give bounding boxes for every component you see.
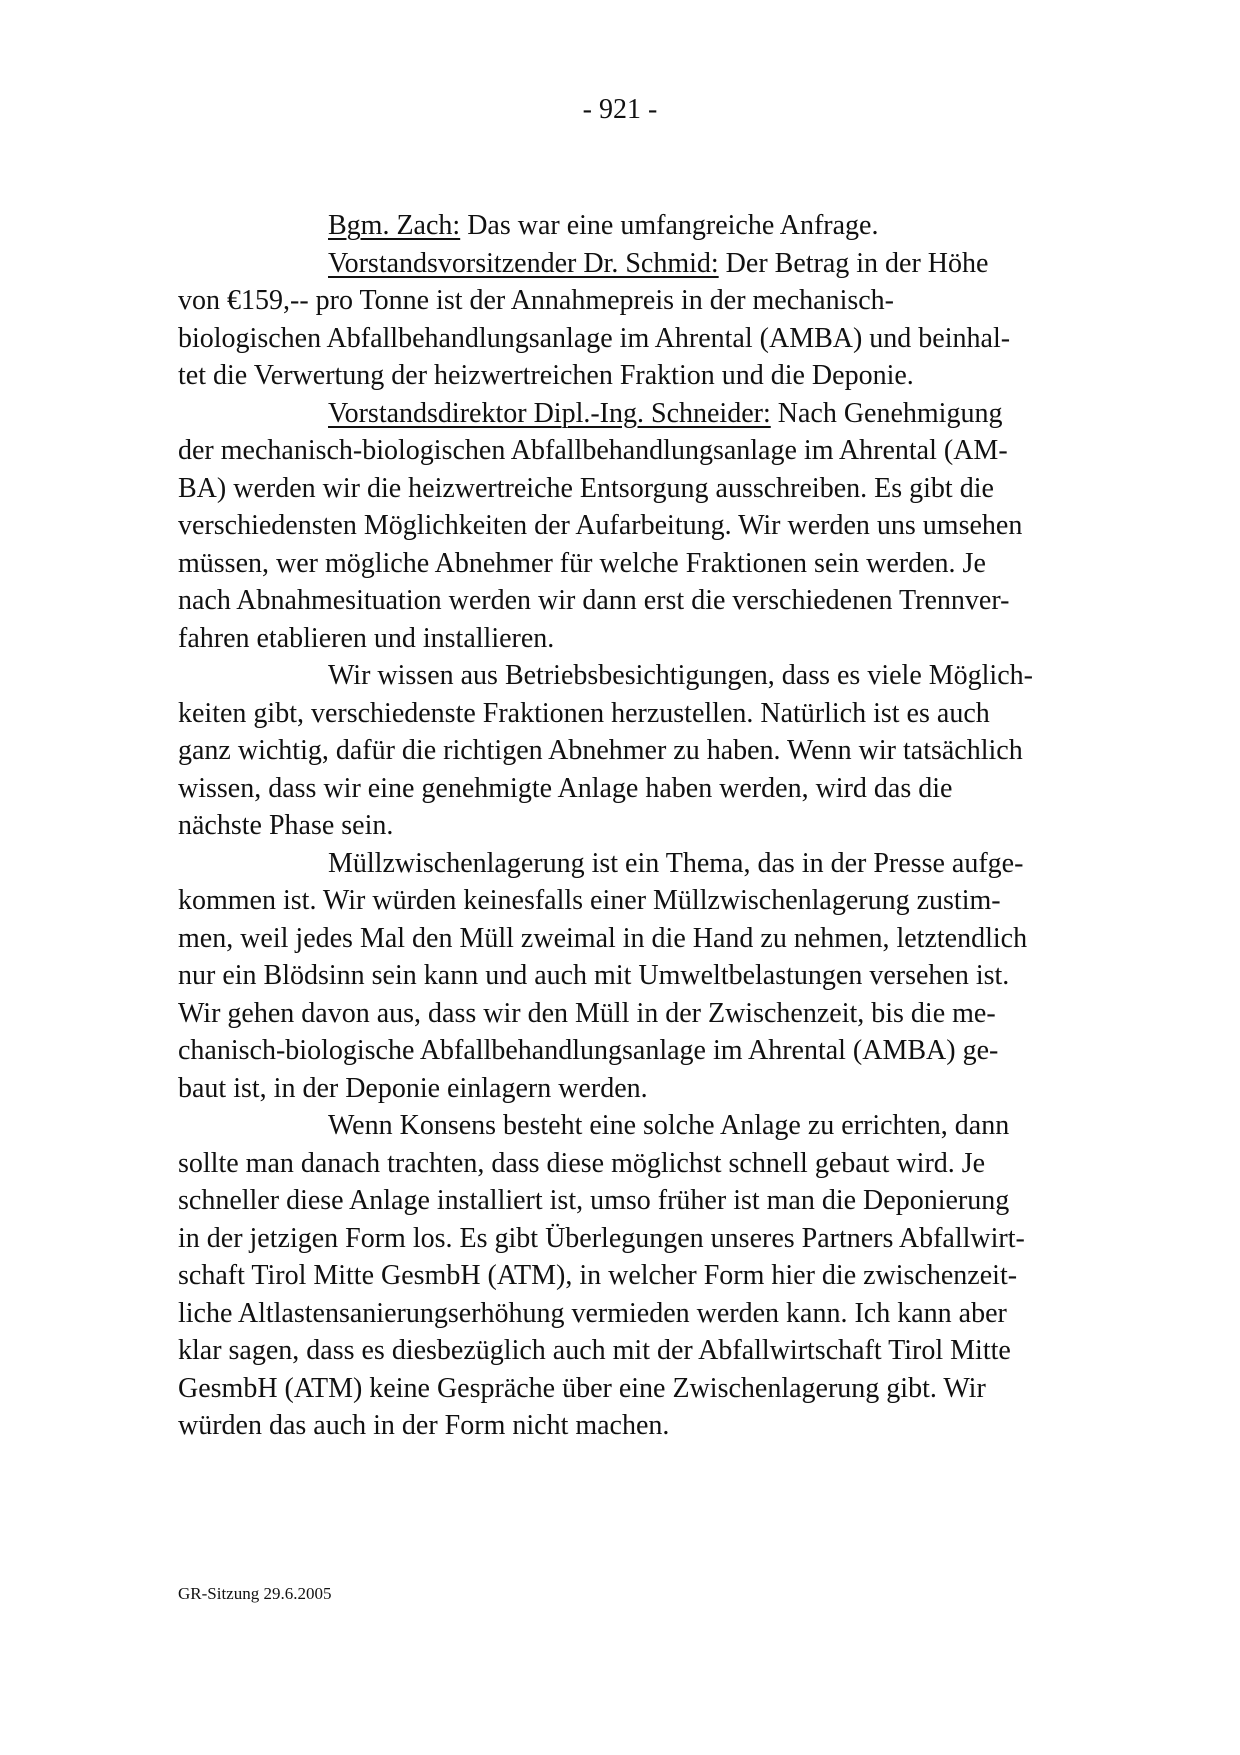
text-line: kommen ist. Wir würden keinesfalls einer Müllzwischenlagerung zustim- <box>178 885 1001 916</box>
line-text: Nach Genehmigung <box>770 397 1003 429</box>
speech-paragraph <box>178 207 1068 245</box>
text-line: von €159,-- pro Tonne ist der Annahmepreis in der mechanisch- <box>178 285 895 316</box>
text-line: men, weil jedes Mal den Müll zweimal in die Hand zu nehmen, letztendlich <box>178 922 1028 954</box>
text-line: wissen, dass wir eine genehmigte Anlage haben werden, wird das die <box>178 772 953 804</box>
text-line: keiten gibt, verschiedenste Fraktionen herzustellen. Natürlich ist es auch <box>178 697 990 729</box>
text-line: GesmbH (ATM) keine Gespräche über eine Zwischenlagerung gibt. Wir <box>178 1372 986 1404</box>
speaker-name: Vorstandsvorsitzender Dr. Schmid: <box>328 247 719 279</box>
speaker-name: Bgm. Zach: <box>328 210 461 241</box>
text-line: biologischen Abfallbehandlungsanlage im Ahrental (AMBA) und beinhal- <box>178 322 1011 354</box>
speech-paragraph <box>178 845 1068 1108</box>
text-line <box>178 245 1068 283</box>
text-line: müssen, wer mögliche Abnehmer für welche Fraktionen sein werden. Je <box>178 547 986 579</box>
text-line <box>178 395 1068 433</box>
speech-paragraph <box>178 1107 1068 1445</box>
text-line: schaft Tirol Mitte GesmbH (ATM), in welcher Form hier die zwischenzeit- <box>178 1260 1018 1291</box>
text-line: Wir gehen davon aus, dass wir den Müll in der Zwischenzeit, bis die me- <box>178 997 996 1029</box>
text-line: würden das auch in der Form nicht machen. <box>178 1410 670 1441</box>
text-line: nur ein Blödsinn sein kann und auch mit Umweltbelastungen versehen ist. <box>178 960 1010 991</box>
text-line <box>178 207 1068 245</box>
text-line: fahren etablieren und installieren. <box>178 622 555 654</box>
text-line: tet die Verwertung der heizwertreichen Fraktion und die Deponie. <box>178 360 914 391</box>
speaker-name: Vorstandsdirektor Dipl.-Ing. Schneider: <box>328 397 771 429</box>
line-text: Das war eine umfangreiche Anfrage. <box>460 210 879 241</box>
text-line: der mechanisch-biologischen Abfallbehandlungsanlage im Ahrental (AM- <box>178 435 1008 466</box>
text-line: klar sagen, dass es diesbezüglich auch mit der Abfallwirtschaft Tirol Mitte <box>178 1335 1011 1366</box>
text-line: schneller diese Anlage installiert ist, umso früher ist man die Deponierung <box>178 1185 1010 1216</box>
speech-paragraph <box>178 245 1068 395</box>
page-number: - 921 - <box>582 94 658 125</box>
document-body <box>178 207 1068 1445</box>
text-line: Wenn Konsens besteht eine solche Anlage zu errichten, dann <box>328 1110 1010 1141</box>
text-line: ganz wichtig, dafür die richtigen Abnehmer zu haben. Wenn wir tatsächlich <box>178 735 1023 766</box>
text-line: Wir wissen aus Betriebsbesichtigungen, dass es viele Möglich- <box>328 660 1033 691</box>
text-line: sollte man danach trachten, dass diese möglichst schnell gebaut wird. Je <box>178 1147 986 1179</box>
text-line: verschiedensten Möglichkeiten der Aufarbeitung. Wir werden uns umsehen <box>178 510 1023 541</box>
text-line: nach Abnahmesituation werden wir dann erst die verschiedenen Trennver- <box>178 585 1010 616</box>
text-line: liche Altlastensanierungserhöhung vermieden werden kann. Ich kann aber <box>178 1297 1007 1329</box>
page-footer: GR-Sitzung 29.6.2005 <box>178 1584 332 1603</box>
text-line: Müllzwischenlagerung ist ein Thema, das in der Presse aufge- <box>328 847 1024 879</box>
text-line: chanisch-biologische Abfallbehandlungsanlage im Ahrental (AMBA) ge- <box>178 1035 999 1066</box>
text-line: nächste Phase sein. <box>178 810 394 841</box>
text-line: BA) werden wir die heizwertreiche Entsorgung ausschreiben. Es gibt die <box>178 472 994 504</box>
line-text: Der Betrag in der Höhe <box>718 247 989 279</box>
text-line: baut ist, in der Deponie einlagern werden. <box>178 1072 648 1104</box>
text-line: in der jetzigen Form los. Es gibt Überlegungen unseres Partners Abfallwirt- <box>178 1222 1025 1254</box>
speech-paragraph <box>178 395 1068 658</box>
speech-paragraph <box>178 657 1068 845</box>
